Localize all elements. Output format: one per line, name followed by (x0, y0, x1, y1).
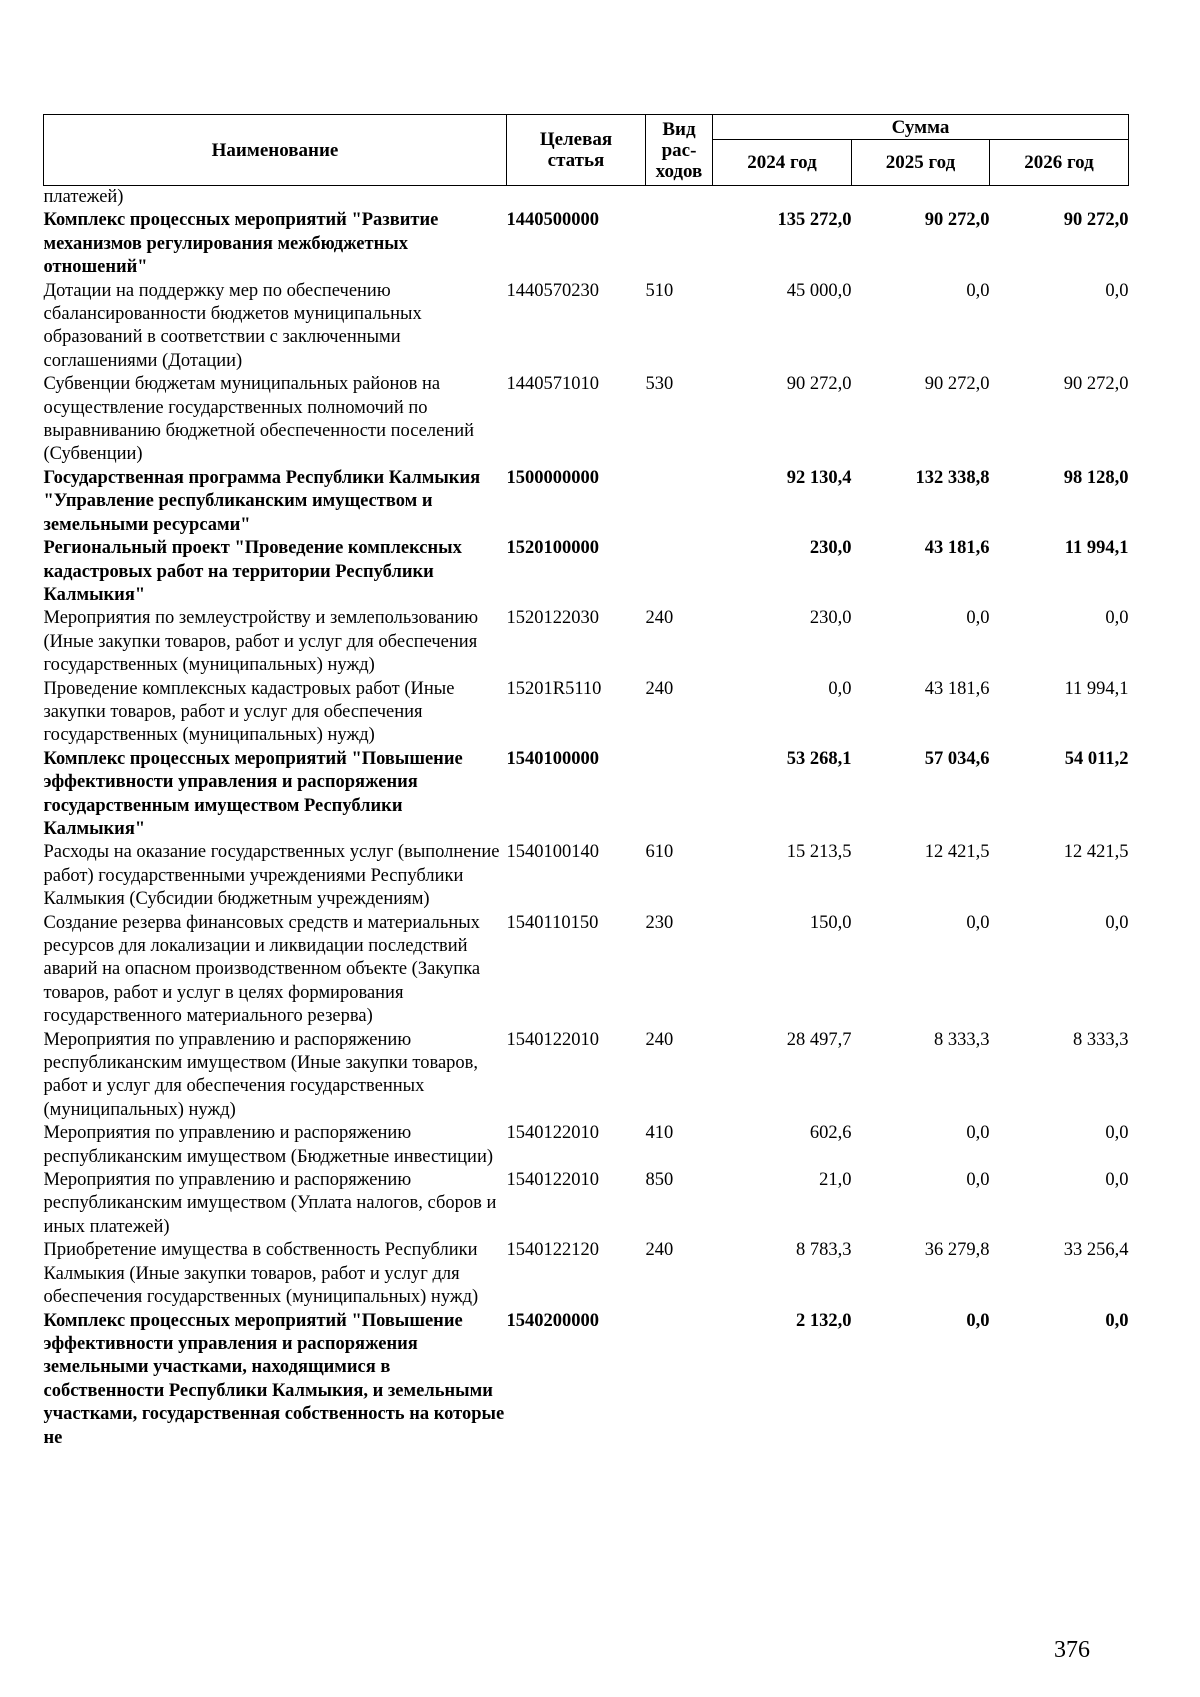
table-row (44, 1169, 1129, 1239)
row-name: Мероприятия по землеустройству и землепользованию (Иные закупки товаров, работ и услуг для обеспечения государственных (муниципальных) нужд) (43, 608, 479, 676)
row-code: 1540100140 (506, 842, 599, 863)
table-row (44, 841, 1129, 911)
header-code-line1: Целевая (539, 129, 613, 150)
row-code: 1540122010 (506, 1123, 599, 1144)
row-code (507, 186, 646, 210)
table-row-section (44, 1310, 1129, 1450)
table-row (44, 280, 1129, 374)
row-name: Комплекс процессных мероприятий "Развитие механизмов регулирования межбюджетных отношений" (43, 210, 439, 278)
row-name: Дотации на поддержку мер по обеспечению сбалансированности бюджетов муниципальных образований в соответствии с заключенными соглашениями (Дотации) (43, 280, 422, 371)
row-vid: 530 (645, 374, 674, 395)
row-code: 1440500000 (506, 210, 599, 231)
row-amount-2026: 0,0 (1105, 912, 1129, 933)
table-row (44, 1029, 1129, 1123)
header-vid-line2: рас- (661, 139, 697, 161)
row-amount-2024: 15 213,5 (786, 842, 852, 863)
row-amount-2024: 2 132,0 (796, 1310, 852, 1331)
row-amount-2025 (852, 186, 990, 210)
page-number: 376 (1054, 1637, 1090, 1663)
row-amount-2026: 11 994,1 (1064, 538, 1129, 559)
row-amount-2024: 45 000,0 (786, 280, 852, 301)
row-amount-2024: 92 130,4 (786, 467, 852, 488)
row-vid: 240 (645, 1240, 674, 1261)
header-sum: Сумма (713, 115, 1129, 140)
row-name: Мероприятия по управлению и распоряжению республиканским имуществом (Иные закупки товаров, работ и услуг для обеспечения государственных (муниципальных) нужд) (43, 1029, 479, 1120)
table-row-section (44, 748, 1129, 842)
row-amount-2026 (990, 186, 1129, 210)
row-name: Государственная программа Республики Калмыкия "Управление республиканским имуществом и земельными ресурсами" (43, 467, 481, 535)
row-code: 1540122010 (506, 1170, 599, 1191)
row-vid: 240 (645, 1029, 674, 1050)
row-vid: 510 (645, 280, 674, 301)
row-amount-2025: 12 421,5 (924, 842, 990, 863)
table-body (44, 186, 1129, 1450)
row-amount-2026: 54 011,2 (1064, 748, 1129, 769)
row-code: 1440570230 (506, 280, 599, 301)
table-row-section (44, 467, 1129, 537)
row-vid: 240 (645, 608, 674, 629)
row-amount-2024: 8 783,3 (796, 1240, 852, 1261)
row-amount-2025: 0,0 (966, 1170, 990, 1191)
row-name: Проведение комплексных кадастровых работ (Иные закупки товаров, работ и услуг для обеспечения государственных (муниципальных) нужд) (43, 678, 455, 746)
header-vid-line1: Вид (662, 118, 696, 140)
row-vid: 230 (645, 912, 674, 933)
row-name: Комплекс процессных мероприятий "Повышение эффективности управления и распоряжения земельными участками, находящимися в собственности Республики Калмыкия, и земельными участками, государственная собственность на которые не (43, 1310, 505, 1448)
row-vid (646, 537, 713, 607)
row-amount-2024: 135 272,0 (777, 210, 852, 231)
table-row (44, 373, 1129, 467)
row-vid (646, 209, 713, 279)
row-amount-2024: 53 268,1 (786, 748, 852, 769)
header-code (507, 115, 646, 186)
row-name: Приобретение имущества в собственность Республики Калмыкия (Иные закупки товаров, работ и услуг для обеспечения государственных (муниципальных) нужд) (43, 1240, 479, 1308)
row-amount-2025: 0,0 (966, 1310, 990, 1331)
row-amount-2026: 90 272,0 (1063, 374, 1129, 395)
row-amount-2026: 0,0 (1105, 1170, 1129, 1191)
row-amount-2024: 602,6 (809, 1123, 852, 1144)
row-amount-2024: 0,0 (828, 678, 852, 699)
budget-table (43, 114, 1129, 1450)
row-amount-2025: 0,0 (966, 608, 990, 629)
table-row (44, 607, 1129, 677)
row-amount-2024 (713, 186, 852, 210)
table-row (44, 912, 1129, 1029)
row-amount-2025: 57 034,6 (924, 748, 990, 769)
row-amount-2026: 98 128,0 (1063, 467, 1129, 488)
row-amount-2025: 8 333,3 (934, 1029, 990, 1050)
header-vid-line3: ходов (655, 160, 703, 182)
row-amount-2024: 90 272,0 (786, 374, 852, 395)
row-vid: 850 (645, 1170, 674, 1191)
row-code: 1520122030 (506, 608, 599, 629)
table-row (44, 186, 1129, 210)
row-amount-2024: 230,0 (809, 608, 852, 629)
row-vid: 240 (645, 678, 674, 699)
row-amount-2026: 33 256,4 (1063, 1240, 1129, 1261)
row-amount-2026: 12 421,5 (1063, 842, 1129, 863)
row-name: Расходы на оказание государственных услуг (выполнение работ) государственными учреждениями Республики Калмыкия (Субсидии бюджетным учреждениям) (43, 842, 500, 910)
row-amount-2025: 0,0 (966, 1123, 990, 1144)
row-amount-2025: 90 272,0 (924, 210, 990, 231)
row-amount-2025: 43 181,6 (924, 538, 990, 559)
row-amount-2026: 0,0 (1105, 1310, 1129, 1331)
header-year-2024: 2024 год (713, 140, 852, 186)
row-vid: 610 (645, 842, 674, 863)
row-name: Создание резерва финансовых средств и материальных ресурсов для локализации и ликвидации последствий аварий на опасном производственном объекте (Закупка товаров, работ и услуг в целях формирования государственного материального резерва) (43, 912, 481, 1027)
row-amount-2024: 150,0 (809, 912, 852, 933)
table-row (44, 1239, 1129, 1309)
row-amount-2025: 0,0 (966, 912, 990, 933)
row-code: 1500000000 (506, 467, 599, 488)
row-code: 1540100000 (506, 748, 599, 769)
row-code: 1540200000 (506, 1310, 599, 1331)
row-amount-2026: 90 272,0 (1063, 210, 1129, 231)
row-code: 1540122120 (506, 1240, 599, 1261)
row-vid (646, 467, 713, 537)
row-name: Мероприятия по управлению и распоряжению республиканским имуществом (Уплата налогов, сборов и иных платежей) (43, 1170, 497, 1237)
row-name: Мероприятия по управлению и распоряжению республиканским имуществом (Бюджетные инвестиции) (43, 1123, 494, 1167)
row-vid (646, 186, 713, 210)
row-amount-2025: 132 338,8 (915, 467, 990, 488)
row-vid (646, 748, 713, 842)
row-code: 15201R5110 (506, 678, 602, 699)
row-code: 1540110150 (506, 912, 599, 933)
row-amount-2026: 0,0 (1105, 1123, 1129, 1144)
row-amount-2025: 36 279,8 (924, 1240, 990, 1261)
row-code: 1540122010 (506, 1029, 599, 1050)
row-name: Субвенции бюджетам муниципальных районов на осуществление государственных полномочий по выравниванию бюджетной обеспеченности поселений (Субвенции) (43, 374, 475, 465)
header-year-2025: 2025 год (852, 140, 990, 186)
row-name: платежей) (43, 187, 124, 207)
header-code-line2: статья (547, 150, 605, 171)
row-amount-2026: 0,0 (1105, 280, 1129, 301)
row-amount-2026: 0,0 (1105, 608, 1129, 629)
row-amount-2026: 11 994,1 (1064, 678, 1129, 699)
row-amount-2025: 43 181,6 (924, 678, 990, 699)
row-name: Региональный проект "Проведение комплексных кадастровых работ на территории Республики Калмыкия" (43, 538, 462, 605)
header-name: Наименование (44, 115, 507, 186)
row-amount-2024: 21,0 (819, 1170, 852, 1191)
row-amount-2024: 230,0 (809, 538, 852, 559)
table-header (44, 115, 1129, 186)
row-amount-2026: 8 333,3 (1073, 1029, 1129, 1050)
header-vid (646, 115, 713, 186)
row-amount-2025: 90 272,0 (924, 374, 990, 395)
row-amount-2025: 0,0 (966, 280, 990, 301)
table-row (44, 678, 1129, 748)
row-vid: 410 (645, 1123, 674, 1144)
table-row-section (44, 537, 1129, 607)
row-amount-2024: 28 497,7 (786, 1029, 852, 1050)
table-row (44, 1122, 1129, 1169)
row-code: 1440571010 (506, 374, 599, 395)
row-name: Комплекс процессных мероприятий "Повышение эффективности управления и распоряжения государственным имуществом Республики Калмыкия" (43, 748, 463, 839)
header-year-2026: 2026 год (990, 140, 1129, 186)
table-row-section (44, 209, 1129, 279)
row-vid (646, 1310, 713, 1450)
row-code: 1520100000 (506, 538, 599, 559)
